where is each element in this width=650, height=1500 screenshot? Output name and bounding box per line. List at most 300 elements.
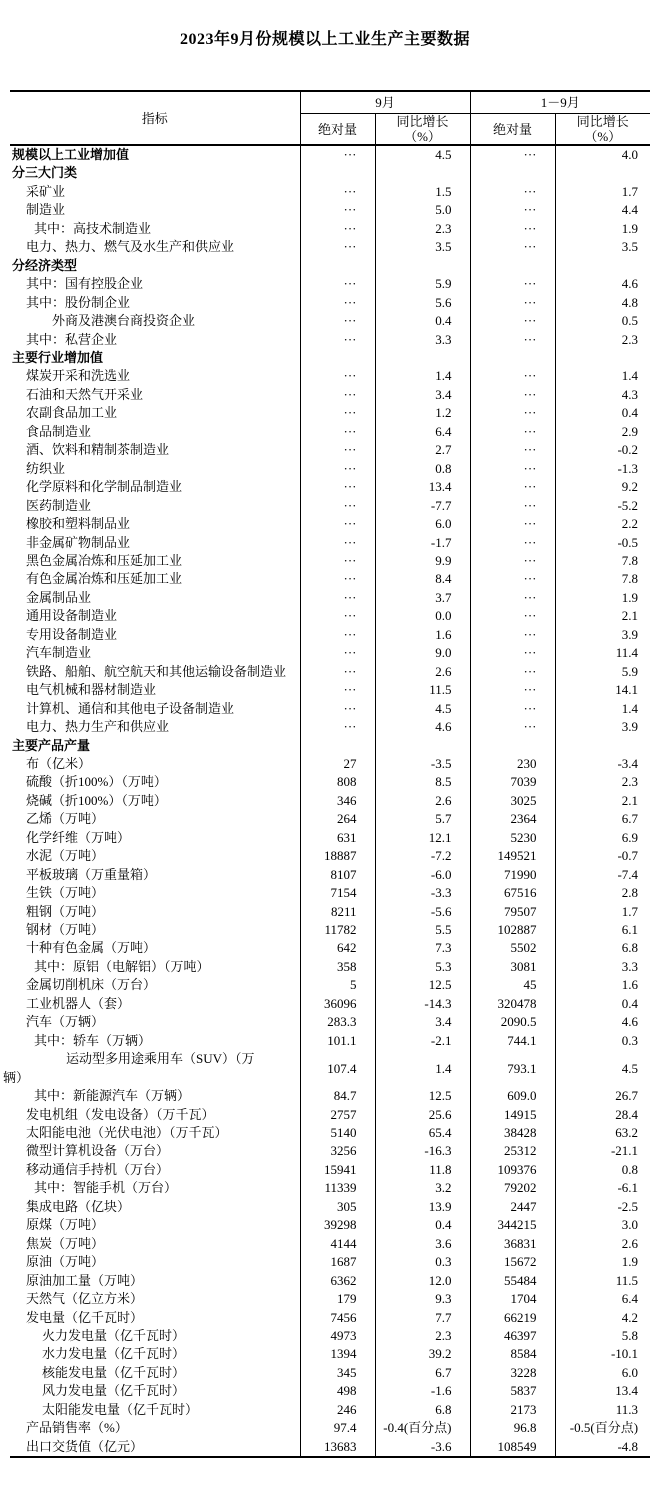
column-header-sep-absolute: 绝对量 <box>300 114 375 146</box>
sep-absolute-value: ··· <box>300 294 375 312</box>
section-header-label: 主要产品产量 <box>12 737 91 753</box>
table-row <box>10 1382 650 1400</box>
sep-absolute-value: ··· <box>300 386 375 404</box>
sep-yoy-value <box>375 257 470 275</box>
table-row <box>10 829 650 847</box>
sep-yoy-value: -0.4(百分点) <box>375 1419 470 1437</box>
table-row <box>10 1253 650 1271</box>
sep-yoy-value: 3.3 <box>375 331 470 349</box>
sep-yoy-value: -14.3 <box>375 995 470 1013</box>
sep-absolute-value: ··· <box>300 589 375 607</box>
indicator-label: 硫酸（折100%）（万吨） <box>26 774 167 790</box>
indicator-label: 农副食品加工业 <box>26 405 118 421</box>
sep-absolute-value: 11782 <box>300 921 375 939</box>
sep-yoy-value: 39.2 <box>375 1345 470 1363</box>
table-row <box>10 1327 650 1345</box>
indicator-label: 煤炭开采和洗选业 <box>26 368 131 384</box>
indicator-label: 钢材（万吨） <box>26 922 105 938</box>
indicator-label: 发电机组（发电设备）（万千瓦） <box>26 1106 215 1122</box>
sep-absolute-value: ··· <box>300 331 375 349</box>
cum-yoy-value: 1.6 <box>555 976 650 994</box>
cum-absolute-value: ··· <box>470 552 555 570</box>
cum-absolute-value: ··· <box>470 570 555 588</box>
indicator-label: 原油加工量（万吨） <box>26 1272 144 1288</box>
cum-yoy-value <box>555 349 650 367</box>
indicator-label: 通用设备制造业 <box>26 608 118 624</box>
table-row <box>10 1013 650 1031</box>
sep-yoy-value: 2.6 <box>375 663 470 681</box>
table-row <box>10 1032 650 1050</box>
sep-yoy-value: -7.7 <box>375 497 470 515</box>
table-row <box>10 589 650 607</box>
cum-yoy-value: 7.8 <box>555 552 650 570</box>
table-row <box>10 1401 650 1419</box>
sep-absolute-value: 283.3 <box>300 1013 375 1031</box>
sep-absolute-value: ··· <box>300 663 375 681</box>
cum-yoy-value: -7.4 <box>555 866 650 884</box>
sep-yoy-value: 5.0 <box>375 201 470 219</box>
table-row <box>10 681 650 699</box>
cum-yoy-value: 11.3 <box>555 1401 650 1419</box>
cum-absolute-value: 96.8 <box>470 1419 555 1437</box>
indicator-label: 烧碱（折100%）（万吨） <box>26 792 167 808</box>
table-row <box>10 1345 650 1363</box>
sep-yoy-value: 1.2 <box>375 404 470 422</box>
indicator-label: 其中：轿车（万辆） <box>34 1032 152 1048</box>
sep-yoy-value: 6.0 <box>375 515 470 533</box>
table-row <box>10 958 650 976</box>
sep-yoy-value <box>375 164 470 182</box>
cum-absolute-value: ··· <box>470 681 555 699</box>
indicator-label: 其中：私营企业 <box>26 331 118 347</box>
table-row <box>10 847 650 865</box>
sep-yoy-value: 0.8 <box>375 460 470 478</box>
column-group-september: 9月 <box>300 91 470 114</box>
cum-absolute-value: 3081 <box>470 958 555 976</box>
sep-absolute-value: 8107 <box>300 866 375 884</box>
indicator-label: 其中：股份制企业 <box>26 294 131 310</box>
sep-yoy-value: 0.0 <box>375 607 470 625</box>
indicator-label: 发电量（亿千瓦时） <box>26 1309 144 1325</box>
sep-absolute-value: 4144 <box>300 1235 375 1253</box>
cum-absolute-value <box>470 257 555 275</box>
table-row <box>10 570 650 588</box>
sep-absolute-value: ··· <box>300 534 375 552</box>
sep-absolute-value: ··· <box>300 552 375 570</box>
indicator-label: 汽车制造业 <box>26 645 92 661</box>
sep-yoy-value: 0.4 <box>375 312 470 330</box>
cum-absolute-value: ··· <box>470 183 555 201</box>
cum-yoy-value: 2.9 <box>555 423 650 441</box>
table-header <box>10 91 650 145</box>
cum-yoy-value: -3.4 <box>555 755 650 773</box>
indicator-label: 微型计算机设备（万台） <box>26 1143 170 1159</box>
sep-absolute-value: ··· <box>300 626 375 644</box>
indicator-label: 汽车（万辆） <box>26 1014 105 1030</box>
indicator-label: 水泥（万吨） <box>26 848 105 864</box>
sep-absolute-value: ··· <box>300 607 375 625</box>
sep-yoy-value: 0.3 <box>375 1253 470 1271</box>
cum-yoy-value: 1.9 <box>555 220 650 238</box>
cum-absolute-value: 2364 <box>470 810 555 828</box>
sep-yoy-value: 25.6 <box>375 1106 470 1124</box>
cum-yoy-value: 6.8 <box>555 939 650 957</box>
sep-absolute-value: 631 <box>300 829 375 847</box>
table-row <box>10 201 650 219</box>
table-row <box>10 903 650 921</box>
cum-yoy-value: 63.2 <box>555 1124 650 1142</box>
sep-absolute-value: 246 <box>300 1401 375 1419</box>
table-row <box>10 404 650 422</box>
cum-yoy-value: -6.1 <box>555 1179 650 1197</box>
cum-absolute-value: 5230 <box>470 829 555 847</box>
indicator-label: 金属制品业 <box>26 589 92 605</box>
sep-yoy-value: 7.3 <box>375 939 470 957</box>
sep-absolute-value <box>300 349 375 367</box>
sep-yoy-value: 4.6 <box>375 718 470 736</box>
sep-absolute-value: ··· <box>300 478 375 496</box>
sep-absolute-value: ··· <box>300 570 375 588</box>
table-row <box>10 939 650 957</box>
cum-yoy-value: -0.5 <box>555 534 650 552</box>
cum-yoy-value: 6.4 <box>555 1290 650 1308</box>
table-row <box>10 1087 650 1105</box>
cum-yoy-value: 6.0 <box>555 1364 650 1382</box>
sep-yoy-value: 3.2 <box>375 1179 470 1197</box>
cum-yoy-value: 11.4 <box>555 644 650 662</box>
indicator-label: 规模以上工业增加值 <box>12 147 130 162</box>
cum-absolute-value: ··· <box>470 294 555 312</box>
sep-yoy-value: -5.6 <box>375 903 470 921</box>
sep-absolute-value: 6362 <box>300 1272 375 1290</box>
cum-absolute-value: 2447 <box>470 1198 555 1216</box>
column-header-indicator: 指标 <box>10 91 300 145</box>
sep-absolute-value: 4973 <box>300 1327 375 1345</box>
sep-yoy-value: 8.5 <box>375 773 470 791</box>
sep-yoy-value: 0.4 <box>375 1216 470 1234</box>
yoy-label-line1: 同比增长 <box>576 114 629 129</box>
table-row <box>10 1290 650 1308</box>
sep-absolute-value: ··· <box>300 275 375 293</box>
cum-yoy-value: 4.0 <box>555 145 650 164</box>
sep-absolute-value: 36096 <box>300 995 375 1013</box>
cum-absolute-value: 102887 <box>470 921 555 939</box>
sep-absolute-value: 15941 <box>300 1161 375 1179</box>
table-row <box>10 312 650 330</box>
indicator-label: 布（亿米） <box>26 755 92 771</box>
table-row <box>10 1142 650 1160</box>
cum-absolute-value: 1704 <box>470 1290 555 1308</box>
sep-absolute-value: 346 <box>300 792 375 810</box>
indicator-label: 焦炭（万吨） <box>26 1235 105 1251</box>
sep-absolute-value: 7154 <box>300 884 375 902</box>
table-row <box>10 737 650 755</box>
cum-absolute-value: 45 <box>470 976 555 994</box>
cum-yoy-value: 1.4 <box>555 367 650 385</box>
sep-absolute-value: ··· <box>300 460 375 478</box>
cum-yoy-value: 6.1 <box>555 921 650 939</box>
column-header-sep-yoy <box>375 114 470 146</box>
indicator-label: 非金属矿物制品业 <box>26 534 131 550</box>
indicator-label: 集成电路（亿块） <box>26 1198 131 1214</box>
sep-absolute-value: ··· <box>300 183 375 201</box>
cum-absolute-value: 7039 <box>470 773 555 791</box>
column-header-cum-absolute: 绝对量 <box>470 114 555 146</box>
sep-yoy-value: 1.6 <box>375 626 470 644</box>
table-row <box>10 1419 650 1437</box>
sep-yoy-value: -2.1 <box>375 1032 470 1050</box>
sep-absolute-value: 1687 <box>300 1253 375 1271</box>
sep-yoy-value: 65.4 <box>375 1124 470 1142</box>
table-row <box>10 792 650 810</box>
cum-yoy-value: 0.8 <box>555 1161 650 1179</box>
cum-absolute-value: ··· <box>470 441 555 459</box>
cum-absolute-value: 5837 <box>470 1382 555 1400</box>
cum-absolute-value: 793.1 <box>470 1050 555 1087</box>
cum-yoy-value: 4.4 <box>555 201 650 219</box>
table-row <box>10 1438 650 1457</box>
cum-yoy-value: 2.1 <box>555 792 650 810</box>
indicator-label: 制造业 <box>26 202 66 218</box>
indicator-label: 计算机、通信和其他电子设备制造业 <box>26 700 235 716</box>
sep-absolute-value: 345 <box>300 1364 375 1382</box>
cum-yoy-value: 26.7 <box>555 1087 650 1105</box>
sep-yoy-value: 2.3 <box>375 220 470 238</box>
sep-yoy-value: -16.3 <box>375 1142 470 1160</box>
section-header-label: 分三大门类 <box>12 165 78 181</box>
indicator-label: 电气机械和器材制造业 <box>26 682 157 698</box>
table-row <box>10 866 650 884</box>
table-row <box>10 238 650 256</box>
sep-absolute-value: 264 <box>300 810 375 828</box>
indicator-label: 工业机器人（套） <box>26 995 131 1011</box>
table-row <box>10 460 650 478</box>
indicator-label: 医药制造业 <box>26 497 92 513</box>
cum-yoy-value: 2.3 <box>555 773 650 791</box>
sep-absolute-value: ··· <box>300 423 375 441</box>
table-row <box>10 755 650 773</box>
cum-absolute-value: 2173 <box>470 1401 555 1419</box>
cum-yoy-value: 2.2 <box>555 515 650 533</box>
cum-absolute-value: 8584 <box>470 1345 555 1363</box>
sep-yoy-value: 12.5 <box>375 1087 470 1105</box>
cum-yoy-value: 2.8 <box>555 884 650 902</box>
cum-yoy-value: 1.9 <box>555 1253 650 1271</box>
cum-yoy-value: 3.9 <box>555 718 650 736</box>
sep-yoy-value: 12.5 <box>375 976 470 994</box>
sep-absolute-value: 11339 <box>300 1179 375 1197</box>
sep-absolute-value: ··· <box>300 515 375 533</box>
indicator-label: 其中：新能源汽车（万辆） <box>34 1088 191 1104</box>
cum-absolute-value: 149521 <box>470 847 555 865</box>
cum-yoy-value: 0.4 <box>555 995 650 1013</box>
sep-yoy-value: -3.5 <box>375 755 470 773</box>
sep-absolute-value: 18887 <box>300 847 375 865</box>
indicator-label: 运动型多用途乘用车（SUV）（万 辆） <box>3 1051 255 1085</box>
indicator-label: 金属切削机床（万台） <box>26 977 157 993</box>
cum-absolute-value: 71990 <box>470 866 555 884</box>
table-row <box>10 607 650 625</box>
table-row <box>10 1309 650 1327</box>
cum-yoy-value: -10.1 <box>555 1345 650 1363</box>
indicator-label: 生铁（万吨） <box>26 885 105 901</box>
indicator-label: 外商及港澳台商投资企业 <box>52 313 196 329</box>
sep-yoy-value: 6.7 <box>375 1364 470 1382</box>
table-row <box>10 995 650 1013</box>
indicator-label: 石油和天然气开采业 <box>26 386 144 402</box>
cum-yoy-value: 0.4 <box>555 404 650 422</box>
cum-yoy-value: 9.2 <box>555 478 650 496</box>
cum-absolute-value: 109376 <box>470 1161 555 1179</box>
sep-yoy-value: 5.6 <box>375 294 470 312</box>
cum-yoy-value: 2.6 <box>555 1235 650 1253</box>
cum-yoy-value: -0.7 <box>555 847 650 865</box>
table-row <box>10 367 650 385</box>
sep-yoy-value: -7.2 <box>375 847 470 865</box>
sep-yoy-value: 5.5 <box>375 921 470 939</box>
sep-absolute-value: ··· <box>300 404 375 422</box>
cum-absolute-value: ··· <box>470 497 555 515</box>
sep-absolute-value: 101.1 <box>300 1032 375 1050</box>
cum-absolute-value: ··· <box>470 386 555 404</box>
table-row <box>10 644 650 662</box>
table-body <box>3 145 650 1457</box>
table-row <box>10 1235 650 1253</box>
cum-yoy-value: 0.5 <box>555 312 650 330</box>
cum-yoy-value: 4.3 <box>555 386 650 404</box>
cum-yoy-value: 14.1 <box>555 681 650 699</box>
indicator-label: 原油（万吨） <box>26 1254 105 1270</box>
table-row <box>10 164 650 182</box>
sep-absolute-value: ··· <box>300 367 375 385</box>
cum-absolute-value <box>470 164 555 182</box>
table-row <box>10 718 650 736</box>
sep-absolute-value: 808 <box>300 773 375 791</box>
cum-yoy-value: 3.3 <box>555 958 650 976</box>
yoy-label-line2: （%） <box>404 129 441 144</box>
table-row <box>10 810 650 828</box>
indicator-label: 其中：原铝（电解铝）（万吨） <box>34 958 210 974</box>
cum-absolute-value: 66219 <box>470 1309 555 1327</box>
sep-absolute-value <box>300 737 375 755</box>
sep-yoy-value: 5.3 <box>375 958 470 976</box>
sep-absolute-value: 305 <box>300 1198 375 1216</box>
table-row <box>10 773 650 791</box>
sep-absolute-value: ··· <box>300 681 375 699</box>
indicator-label: 原煤（万吨） <box>26 1217 105 1233</box>
cum-yoy-value: 0.3 <box>555 1032 650 1050</box>
sep-yoy-value: 3.4 <box>375 386 470 404</box>
indicator-label: 电力、热力生产和供应业 <box>26 719 170 735</box>
sep-absolute-value: ··· <box>300 497 375 515</box>
indicator-label: 化学原料和化学制品制造业 <box>26 479 183 495</box>
table-row <box>10 1124 650 1142</box>
sep-absolute-value: ··· <box>300 145 375 164</box>
sep-absolute-value: ··· <box>300 220 375 238</box>
sep-yoy-value: 2.7 <box>375 441 470 459</box>
cum-yoy-value: 2.3 <box>555 331 650 349</box>
table-row <box>10 257 650 275</box>
sep-absolute-value: ··· <box>300 441 375 459</box>
cum-absolute-value: 3025 <box>470 792 555 810</box>
indicator-label: 化学纤维（万吨） <box>26 829 131 845</box>
indicator-label: 电力、热力、燃气及水生产和供应业 <box>26 239 235 255</box>
sep-yoy-value: -3.6 <box>375 1438 470 1457</box>
table-row <box>10 478 650 496</box>
cum-yoy-value: -1.3 <box>555 460 650 478</box>
cum-absolute-value: ··· <box>470 238 555 256</box>
cum-absolute-value: 344215 <box>470 1216 555 1234</box>
sep-absolute-value: 97.4 <box>300 1419 375 1437</box>
cum-absolute-value: ··· <box>470 589 555 607</box>
cum-absolute-value: ··· <box>470 423 555 441</box>
indicator-label: 其中：国有控股企业 <box>26 276 144 292</box>
indicator-label: 专用设备制造业 <box>26 626 118 642</box>
sep-yoy-value: 11.5 <box>375 681 470 699</box>
sep-absolute-value: 179 <box>300 1290 375 1308</box>
cum-absolute-value: ··· <box>470 644 555 662</box>
indicator-label: 移动通信手持机（万台） <box>26 1161 170 1177</box>
page-title: 2023年9月份规模以上工业生产主要数据 <box>179 31 470 48</box>
sep-yoy-value: 11.8 <box>375 1161 470 1179</box>
cum-absolute-value: 67516 <box>470 884 555 902</box>
cum-yoy-value: 1.7 <box>555 183 650 201</box>
table-row <box>10 294 650 312</box>
sep-absolute-value: 27 <box>300 755 375 773</box>
table-row <box>10 349 650 367</box>
table-row <box>10 1161 650 1179</box>
sep-yoy-value: 2.3 <box>375 1327 470 1345</box>
cum-absolute-value: 55484 <box>470 1272 555 1290</box>
cum-yoy-value: 4.2 <box>555 1309 650 1327</box>
cum-absolute-value: 15672 <box>470 1253 555 1271</box>
cum-absolute-value: 46397 <box>470 1327 555 1345</box>
sep-yoy-value: -1.7 <box>375 534 470 552</box>
cum-yoy-value: 28.4 <box>555 1106 650 1124</box>
cum-absolute-value: ··· <box>470 404 555 422</box>
cum-absolute-value: ··· <box>470 312 555 330</box>
sep-yoy-value: 1.4 <box>375 1050 470 1087</box>
sep-absolute-value: 84.7 <box>300 1087 375 1105</box>
cum-absolute-value: 609.0 <box>470 1087 555 1105</box>
cum-absolute-value <box>470 737 555 755</box>
cum-absolute-value: 3228 <box>470 1364 555 1382</box>
cum-absolute-value: ··· <box>470 718 555 736</box>
sep-absolute-value: 8211 <box>300 903 375 921</box>
sep-absolute-value: ··· <box>300 700 375 718</box>
cum-yoy-value: -0.2 <box>555 441 650 459</box>
table-row <box>10 1198 650 1216</box>
sep-yoy-value: 5.7 <box>375 810 470 828</box>
cum-absolute-value: ··· <box>470 534 555 552</box>
indicator-label: 太阳能电池（光伏电池）（万千瓦） <box>26 1125 228 1141</box>
sep-yoy-value: 1.5 <box>375 183 470 201</box>
cum-yoy-value: -21.1 <box>555 1142 650 1160</box>
cum-absolute-value: 79202 <box>470 1179 555 1197</box>
table-row <box>10 497 650 515</box>
cum-yoy-value: 1.9 <box>555 589 650 607</box>
table-row <box>10 145 650 164</box>
cum-absolute-value: ··· <box>470 201 555 219</box>
indicator-label: 粗钢（万吨） <box>26 903 105 919</box>
sep-absolute-value: 2757 <box>300 1106 375 1124</box>
indicator-label: 平板玻璃（万重量箱） <box>26 866 157 882</box>
table-row <box>10 1106 650 1124</box>
table-row <box>10 1050 650 1087</box>
sep-absolute-value: 5140 <box>300 1124 375 1142</box>
sep-yoy-value: -1.6 <box>375 1382 470 1400</box>
sep-absolute-value <box>300 164 375 182</box>
